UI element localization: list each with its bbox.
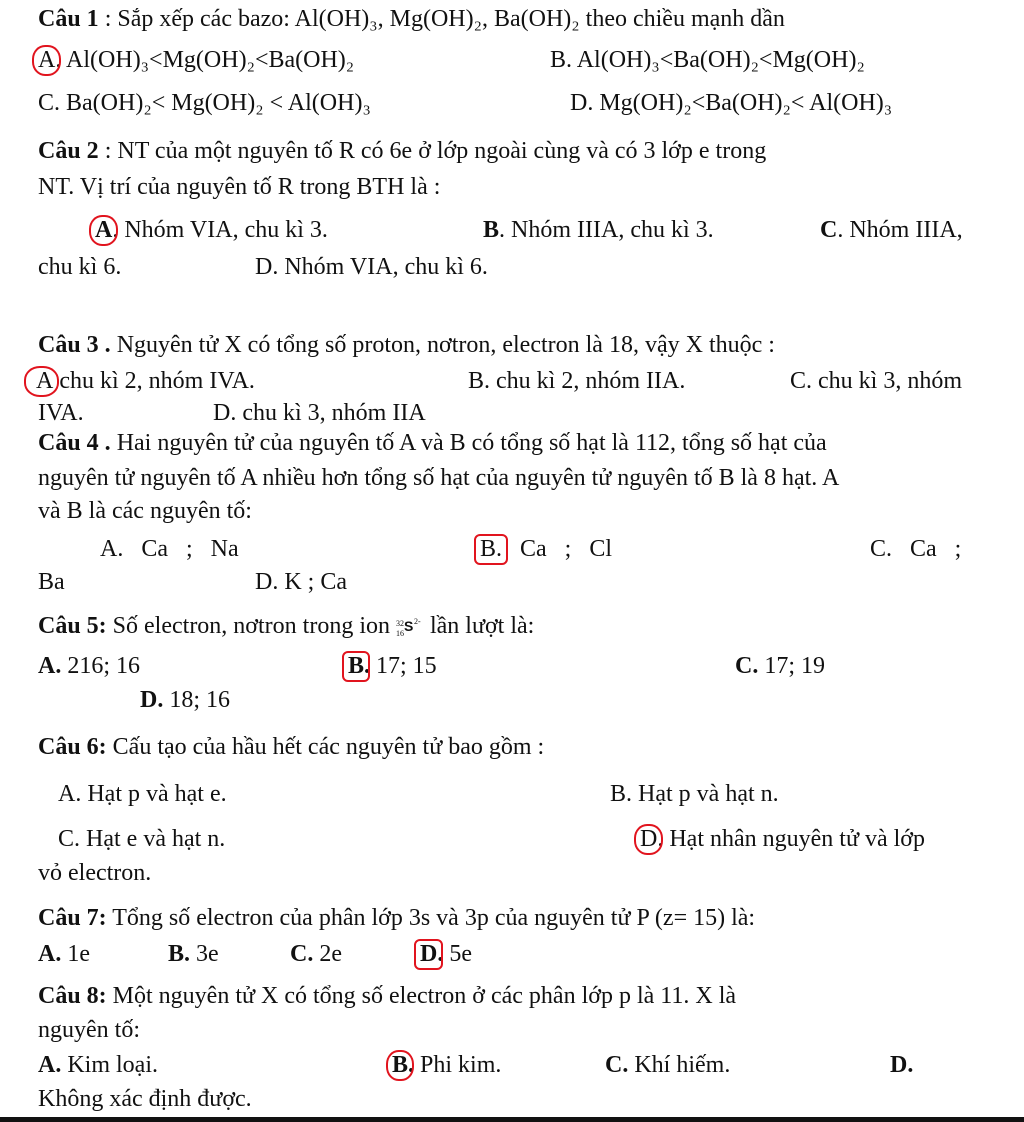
q8-stem-line2: nguyên tố: — [38, 1017, 140, 1043]
q2-letter-b: B — [483, 217, 500, 243]
q5-option-d-text: 18; 16 — [169, 687, 231, 713]
q1-option-c-text: Ba(OH)₂< Mg(OH)₂ < Al(OH)₃ — [66, 90, 371, 116]
q8-letter-d: D — [890, 1052, 908, 1078]
q6-option-b[interactable]: B. Hạt p và hạt n. — [610, 781, 779, 807]
q1-option-d-text: Mg(OH)₂<Ba(OH)₂< Al(OH)₃ — [599, 90, 893, 116]
q7-option-c[interactable]: C. 2e — [290, 941, 342, 967]
q1-option-c[interactable]: C. Ba(OH)₂< Mg(OH)₂ < Al(OH)₃ — [38, 90, 371, 116]
q7-option-b[interactable]: B. 3e — [168, 941, 219, 967]
q5-stem-line — [38, 611, 534, 641]
q7-letter-d: D — [420, 941, 438, 967]
ion-symbol: S — [403, 618, 414, 634]
q8-label: Câu 8: — [38, 983, 107, 1009]
ion-mass: 32 — [395, 619, 404, 628]
q5-option-b[interactable]: B. 17; 15 — [348, 653, 437, 679]
q5-option-d[interactable]: D. 18; 16 — [140, 687, 231, 713]
q1-option-a-text: Al(OH)₃<Mg(OH)₂<Ba(OH)₂ — [66, 47, 355, 73]
q3-letter-c: C — [790, 368, 807, 394]
q4-option-d-text: K ; Ca — [284, 569, 348, 595]
q5-stem-pre: Số electron, nơtron trong ion — [106, 613, 396, 639]
q6-letter-a: A — [58, 781, 76, 807]
q3-option-c-cont: IVA. — [38, 400, 84, 426]
q2-stem-1: : NT của một nguyên tố R có 6e ở lớp ngoài cùng và có 3 lớp e trong — [98, 138, 767, 164]
q2-letter-c: C — [820, 217, 838, 243]
ion-charge: 2- — [413, 617, 421, 626]
q4-stem-line2: nguyên tử nguyên tố A nhiều hơn tổng số hạt của nguyên tử nguyên tố B là 8 hạt. A — [38, 465, 840, 491]
q1-letter-d: D — [570, 90, 588, 116]
q8-option-c-text: Khí hiếm. — [634, 1052, 731, 1078]
q5-letter-a: A — [38, 653, 56, 679]
q2-option-b[interactable]: B. Nhóm IIIA, chu kì 3. — [483, 217, 714, 243]
q3-stem: Nguyên tử X có tổng số proton, nơtron, electron là 18, vậy X thuộc : — [110, 332, 775, 358]
q8-stem-1: Một nguyên tử X có tổng số electron ở các phân lớp p là 11. X là — [106, 983, 737, 1009]
q2-letter-a: A — [95, 217, 113, 243]
q8-letter-a: A — [38, 1052, 56, 1078]
q3-stem-line — [38, 330, 775, 360]
q7-option-a-text: 1e — [67, 941, 90, 967]
q4-option-a[interactable]: A. Ca ; Na — [100, 536, 239, 562]
q3-letter-b: B — [468, 368, 485, 394]
q5-letter-d: D — [140, 687, 158, 713]
q6-letter-c: C — [58, 826, 75, 852]
q7-label: Câu 7: — [38, 905, 107, 931]
q2-mark-a — [95, 215, 112, 245]
q8-option-a-text: Kim loại. — [67, 1052, 158, 1078]
q1-letter-a: A — [38, 47, 56, 73]
q5-option-a-text: 216; 16 — [67, 653, 141, 679]
q6-option-d-cont: vỏ electron. — [38, 860, 152, 886]
q3-letter-d: D — [213, 400, 231, 426]
q7-letter-c: C — [290, 941, 308, 967]
q2-label: Câu 2 — [38, 138, 99, 164]
q8-option-d-text: Không xác định được. — [38, 1086, 252, 1112]
q6-letter-d: D — [640, 826, 658, 852]
q4-letter-b: B — [480, 536, 497, 562]
q6-option-d[interactable]: D. Hạt nhân nguyên tử và lớp — [640, 826, 925, 852]
q8-stem-line1 — [38, 981, 736, 1011]
q4-option-c-cont: Ba — [38, 569, 65, 595]
q4-letter-c: C — [870, 536, 887, 562]
q4-label: Câu 4 . — [38, 430, 111, 456]
q4-stem-line3: và B là các nguyên tố: — [38, 498, 252, 524]
q8-option-c[interactable]: C. Khí hiếm. — [605, 1052, 731, 1078]
q6-option-b-text: Hạt p và hạt n. — [638, 781, 779, 807]
q8-mark-b — [392, 1050, 408, 1080]
q6-stem-line — [38, 732, 544, 762]
q8-letter-b: B — [392, 1052, 409, 1078]
q3-option-b[interactable]: B. chu kì 2, nhóm IIA. — [468, 368, 686, 394]
q6-stem: Cấu tạo của hầu hết các nguyên tử bao gồm : — [106, 734, 545, 760]
q1-stem: : Sắp xếp các bazo: Al(OH)₃, Mg(OH)₂, Ba(OH)₂ theo chiều mạnh dần — [98, 6, 785, 32]
q1-option-b[interactable]: B. Al(OH)₃<Ba(OH)₂<Mg(OH)₂ — [550, 47, 865, 73]
q5-option-a[interactable]: A. 216; 16 — [38, 653, 141, 679]
q2-option-a[interactable]: A. Nhóm VIA, chu kì 3. — [95, 217, 328, 243]
q6-letter-b: B — [610, 781, 627, 807]
q7-letter-b: B — [168, 941, 185, 967]
q2-option-c-cont: chu kì 6. — [38, 254, 122, 280]
q3-option-d-text: chu kì 3, nhóm IIA — [242, 400, 426, 426]
q4-option-b[interactable] — [480, 534, 612, 564]
q4-option-c[interactable]: C. Ca ; — [870, 536, 962, 562]
q7-option-b-text: 3e — [196, 941, 219, 967]
q8-option-a[interactable]: A. Kim loại. — [38, 1052, 158, 1078]
q5-letter-b: B — [348, 653, 365, 679]
ion-z: 16 — [395, 629, 404, 638]
q3-option-a[interactable] — [30, 366, 255, 396]
q3-letter-a: A — [36, 368, 54, 394]
q2-option-c[interactable]: C. Nhóm IIIA, — [820, 217, 963, 243]
q3-option-a-text: chu kì 2, nhóm IVA. — [59, 368, 255, 394]
q3-option-b-text: chu kì 2, nhóm IIA. — [496, 368, 686, 394]
ion-notation — [395, 615, 424, 638]
q6-option-c[interactable]: C. Hạt e và hạt n. — [58, 826, 226, 852]
q3-option-d[interactable]: D. chu kì 3, nhóm IIA — [213, 400, 426, 426]
q5-label: Câu 5: — [38, 613, 107, 639]
q2-option-d[interactable]: D. Nhóm VIA, chu kì 6. — [255, 254, 488, 280]
q3-label: Câu 3 . — [38, 332, 111, 358]
q6-option-a[interactable]: A. Hạt p và hạt e. — [58, 781, 227, 807]
q8-option-b-text: Phi kim. — [420, 1052, 502, 1078]
q4-option-b-text: Ca ; Cl — [520, 536, 613, 562]
q6-option-a-text: Hạt p và hạt e. — [87, 781, 227, 807]
q7-letter-a: A — [38, 941, 56, 967]
q3-option-c[interactable]: C. chu kì 3, nhóm — [790, 368, 963, 394]
q7-option-c-text: 2e — [319, 941, 342, 967]
q4-letter-d: D — [255, 569, 273, 595]
q1-options-row1: A. Al(OH)₃<Mg(OH)₂<Ba(OH)₂ — [38, 47, 355, 73]
q3-option-c-text-1: chu kì 3, nhóm — [818, 368, 963, 394]
q7-mark-d — [420, 939, 437, 969]
q4-letter-a: A — [100, 536, 118, 562]
q5-mark-b — [348, 651, 364, 681]
page-bottom-border — [0, 1117, 1024, 1122]
q1-option-b-text: Al(OH)₃<Ba(OH)₂<Mg(OH)₂ — [576, 47, 865, 73]
q2-option-c-text-1: Nhóm IIIA, — [849, 217, 963, 243]
q5-stem-post: lần lượt là: — [423, 613, 535, 639]
q2-option-d-text: Nhóm VIA, chu kì 6. — [284, 254, 488, 280]
q2-option-b-text: Nhóm IIIA, chu kì 3. — [511, 217, 714, 243]
q6-label: Câu 6: — [38, 734, 107, 760]
q1-option-d[interactable]: D. Mg(OH)₂<Ba(OH)₂< Al(OH)₃ — [570, 90, 893, 116]
q4-mark-b: B. — [480, 536, 503, 562]
q7-stem: Tổng số electron của phân lớp 3s và 3p của nguyên tử P (z= 15) là: — [106, 905, 756, 931]
q2-stem-line2: NT. Vị trí của nguyên tố R trong BTH là : — [38, 174, 441, 200]
q5-option-c-text: 17; 19 — [764, 653, 826, 679]
q4-option-c-text-1: Ca ; — [910, 536, 962, 562]
q5-option-b-text: 17; 15 — [376, 653, 437, 679]
q1-letter-c: C — [38, 90, 55, 116]
q6-mark-d — [640, 824, 657, 854]
q2-stem-line1 — [38, 136, 766, 166]
q4-option-a-text: Ca ; Na — [141, 536, 239, 562]
q7-option-d[interactable]: D. 5e — [420, 941, 472, 967]
q3-mark-a — [30, 366, 53, 396]
q8-option-d[interactable]: D. — [890, 1052, 914, 1078]
q5-option-c[interactable]: C. 17; 19 — [735, 653, 826, 679]
q1-option-a-marked[interactable] — [38, 45, 55, 75]
q4-option-d[interactable]: D. K ; Ca — [255, 569, 348, 595]
q4-stem-1: Hai nguyên tử của nguyên tố A và B có tổng số hạt là 112, tổng số hạt của — [110, 430, 827, 456]
q1-letter-b: B — [550, 47, 567, 73]
q1-stem-line — [38, 4, 785, 34]
q7-stem-line — [38, 903, 755, 933]
q5-letter-c: C — [735, 653, 753, 679]
q4-stem-line1 — [38, 428, 827, 458]
q7-option-a[interactable]: A. 1e — [38, 941, 90, 967]
q8-letter-c: C — [605, 1052, 623, 1078]
q2-letter-d: D — [255, 254, 273, 280]
q1-label: Câu 1 — [38, 6, 99, 32]
q6-option-c-text: Hạt e và hạt n. — [86, 826, 226, 852]
q6-option-d-text-1: Hạt nhân nguyên tử và lớp — [669, 826, 925, 852]
q7-option-d-text: 5e — [449, 941, 472, 967]
q8-option-b[interactable]: B. Phi kim. — [392, 1052, 502, 1078]
q2-option-a-text: Nhóm VIA, chu kì 3. — [124, 217, 328, 243]
